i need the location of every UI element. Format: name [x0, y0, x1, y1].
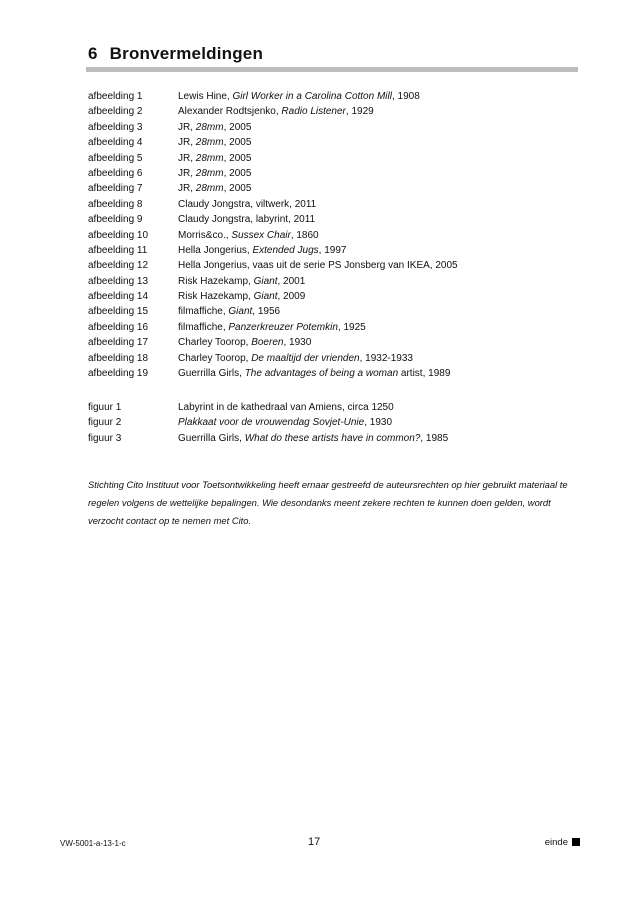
source-description — [178, 89, 420, 104]
source-description — [178, 289, 305, 304]
source-description — [178, 212, 315, 227]
source-label: afbeelding 6 — [88, 167, 143, 179]
source-text: , 1956 — [252, 306, 281, 318]
heading-rule — [86, 67, 578, 72]
work-title: Giant — [253, 275, 278, 287]
source-row — [88, 243, 588, 258]
source-text: artist, 1989 — [398, 368, 451, 380]
source-text: filmaffiche, — [178, 321, 229, 333]
work-title: Radio Listener — [281, 106, 346, 118]
source-text: Labyrint in de kathedraal van Amiens, circa 1250 — [178, 402, 394, 413]
source-text: , 2001 — [277, 275, 306, 287]
source-text: JR, — [178, 152, 196, 164]
source-row — [88, 304, 588, 319]
source-text: Charley Toorop, — [178, 337, 252, 349]
source-text: Risk Hazekamp, — [178, 275, 254, 287]
source-text: Claudy Jongstra, labyrint, 2011 — [178, 214, 316, 226]
work-title: Boeren — [251, 337, 284, 349]
source-label: afbeelding 4 — [88, 137, 143, 149]
source-label: afbeelding 10 — [88, 229, 149, 241]
source-text: , 2005 — [223, 121, 252, 133]
source-row — [88, 104, 588, 119]
source-text: filmaffiche, — [178, 306, 229, 318]
work-title: Giant — [228, 306, 253, 318]
source-row — [88, 274, 588, 289]
source-text: JR, — [178, 121, 196, 133]
source-text: Hella Jongerius, — [178, 244, 253, 256]
source-text: , 1985 — [420, 432, 449, 444]
section-title: Bronvermeldingen — [109, 44, 264, 63]
source-label: afbeelding 15 — [88, 306, 149, 318]
source-text: , 1930 — [364, 417, 393, 429]
source-description — [178, 415, 392, 430]
source-label: figuur 2 — [88, 417, 122, 429]
source-row — [88, 89, 588, 104]
source-description — [178, 431, 448, 446]
source-text: , 1860 — [290, 229, 319, 241]
section-heading — [88, 44, 263, 64]
source-text: Alexander Rodtsjenko, — [178, 106, 282, 118]
source-description — [178, 320, 366, 335]
source-label: afbeelding 3 — [88, 121, 143, 133]
page-number: 17 — [308, 836, 321, 848]
source-row — [88, 351, 588, 366]
source-row — [88, 415, 588, 430]
source-description — [178, 197, 316, 212]
work-title: Sussex Chair — [231, 229, 291, 241]
source-row — [88, 320, 588, 335]
end-label: einde — [544, 837, 568, 848]
end-marker — [545, 837, 580, 848]
afbeeldingen-list — [88, 89, 588, 381]
source-row — [88, 120, 588, 135]
source-row — [88, 289, 588, 304]
source-description — [178, 335, 311, 350]
source-row — [88, 335, 588, 350]
source-row — [88, 212, 588, 227]
source-description — [178, 181, 251, 196]
source-row — [88, 431, 588, 446]
source-label: figuur 3 — [88, 432, 122, 444]
source-text: Lewis Hine, — [178, 91, 233, 102]
source-label: afbeelding 16 — [88, 321, 149, 333]
source-row — [88, 400, 588, 415]
source-description — [178, 120, 251, 135]
source-label: afbeelding 2 — [88, 106, 143, 118]
source-description — [178, 228, 319, 243]
source-label: afbeelding 18 — [88, 352, 149, 364]
source-description — [178, 366, 450, 381]
exam-code: VW-5001-a-13-1-c — [60, 839, 126, 848]
source-text: , 1929 — [345, 106, 374, 118]
source-description — [178, 400, 394, 415]
source-text: Charley Toorop, — [178, 352, 252, 364]
source-label: afbeelding 17 — [88, 337, 149, 349]
source-text: Guerrilla Girls, — [178, 432, 245, 444]
end-square-icon — [572, 838, 580, 846]
source-label: afbeelding 7 — [88, 183, 143, 195]
work-title: De maaltijd der vrienden — [251, 352, 360, 364]
source-description — [178, 151, 251, 166]
figuren-list — [88, 400, 588, 446]
source-label: afbeelding 13 — [88, 275, 149, 287]
source-label: afbeelding 19 — [88, 368, 149, 380]
work-title: Girl Worker in a Carolina Cotton Mill — [232, 91, 392, 102]
source-text: Morris&co., — [178, 229, 232, 241]
work-title: The advantages of being a woman — [244, 368, 399, 380]
source-row — [88, 366, 588, 381]
source-description — [178, 104, 374, 119]
work-title: 28mm — [195, 183, 224, 195]
source-text: Claudy Jongstra, viltwerk, 2011 — [178, 198, 317, 210]
work-title: Panzerkreuzer Potemkin — [228, 321, 338, 333]
source-text: , 1908 — [391, 91, 420, 102]
source-row — [88, 258, 588, 273]
copyright-note: Stichting Cito Instituut voor Toetsontwikkeling heeft ernaar gestreefd de auteursrechten op hier gebruikt materiaal te regelen volgens de wettelijke bepalingen. Wie desondanks meent zekere rechten te kunnen doen gelden, wordt verzocht contact op te nemen met Cito. — [88, 479, 568, 526]
source-text: , 2005 — [223, 152, 252, 164]
source-text: JR, — [178, 183, 196, 195]
work-title: Plakkaat voor de vrouwendag Sovjet-Unie — [178, 417, 365, 429]
work-title: 28mm — [195, 152, 224, 164]
source-row — [88, 135, 588, 150]
work-title: Extended Jugs — [252, 244, 319, 256]
source-row — [88, 197, 588, 212]
source-description — [178, 258, 458, 273]
source-row — [88, 181, 588, 196]
work-title: Giant — [253, 291, 278, 303]
source-text: , 1925 — [337, 321, 366, 333]
source-text: , 2005 — [223, 183, 252, 195]
source-row — [88, 228, 588, 243]
source-description — [178, 166, 251, 181]
source-text: , 2005 — [223, 137, 252, 149]
source-label: afbeelding 12 — [88, 260, 149, 272]
source-label: afbeelding 14 — [88, 291, 149, 303]
source-description — [178, 351, 413, 366]
source-label: afbeelding 1 — [88, 91, 143, 102]
source-row — [88, 151, 588, 166]
work-title: 28mm — [195, 167, 224, 179]
source-label: afbeelding 8 — [88, 198, 143, 210]
source-text: , 2009 — [277, 291, 306, 303]
source-text: Risk Hazekamp, — [178, 291, 254, 303]
source-text: JR, — [178, 167, 196, 179]
source-text: , 1930 — [283, 337, 312, 349]
work-title: 28mm — [195, 137, 224, 149]
source-label: figuur 1 — [88, 402, 122, 413]
source-description — [178, 135, 251, 150]
source-text: Guerrilla Girls, — [178, 368, 245, 380]
work-title: What do these artists have in common? — [244, 432, 421, 444]
source-row — [88, 166, 588, 181]
source-description — [178, 243, 346, 258]
section-number: 6 — [88, 44, 98, 63]
source-text: , 2005 — [223, 167, 252, 179]
source-label: afbeelding 9 — [88, 214, 143, 226]
work-title: 28mm — [195, 121, 224, 133]
source-description — [178, 304, 280, 319]
source-text: , 1932-1933 — [359, 352, 413, 364]
source-text: JR, — [178, 137, 196, 149]
source-label: afbeelding 11 — [88, 244, 148, 256]
source-description — [178, 274, 305, 289]
source-text: , 1997 — [318, 244, 347, 256]
source-label: afbeelding 5 — [88, 152, 143, 164]
source-text: Hella Jongerius, vaas uit de serie PS Jonsberg van IKEA, 2005 — [178, 260, 458, 272]
